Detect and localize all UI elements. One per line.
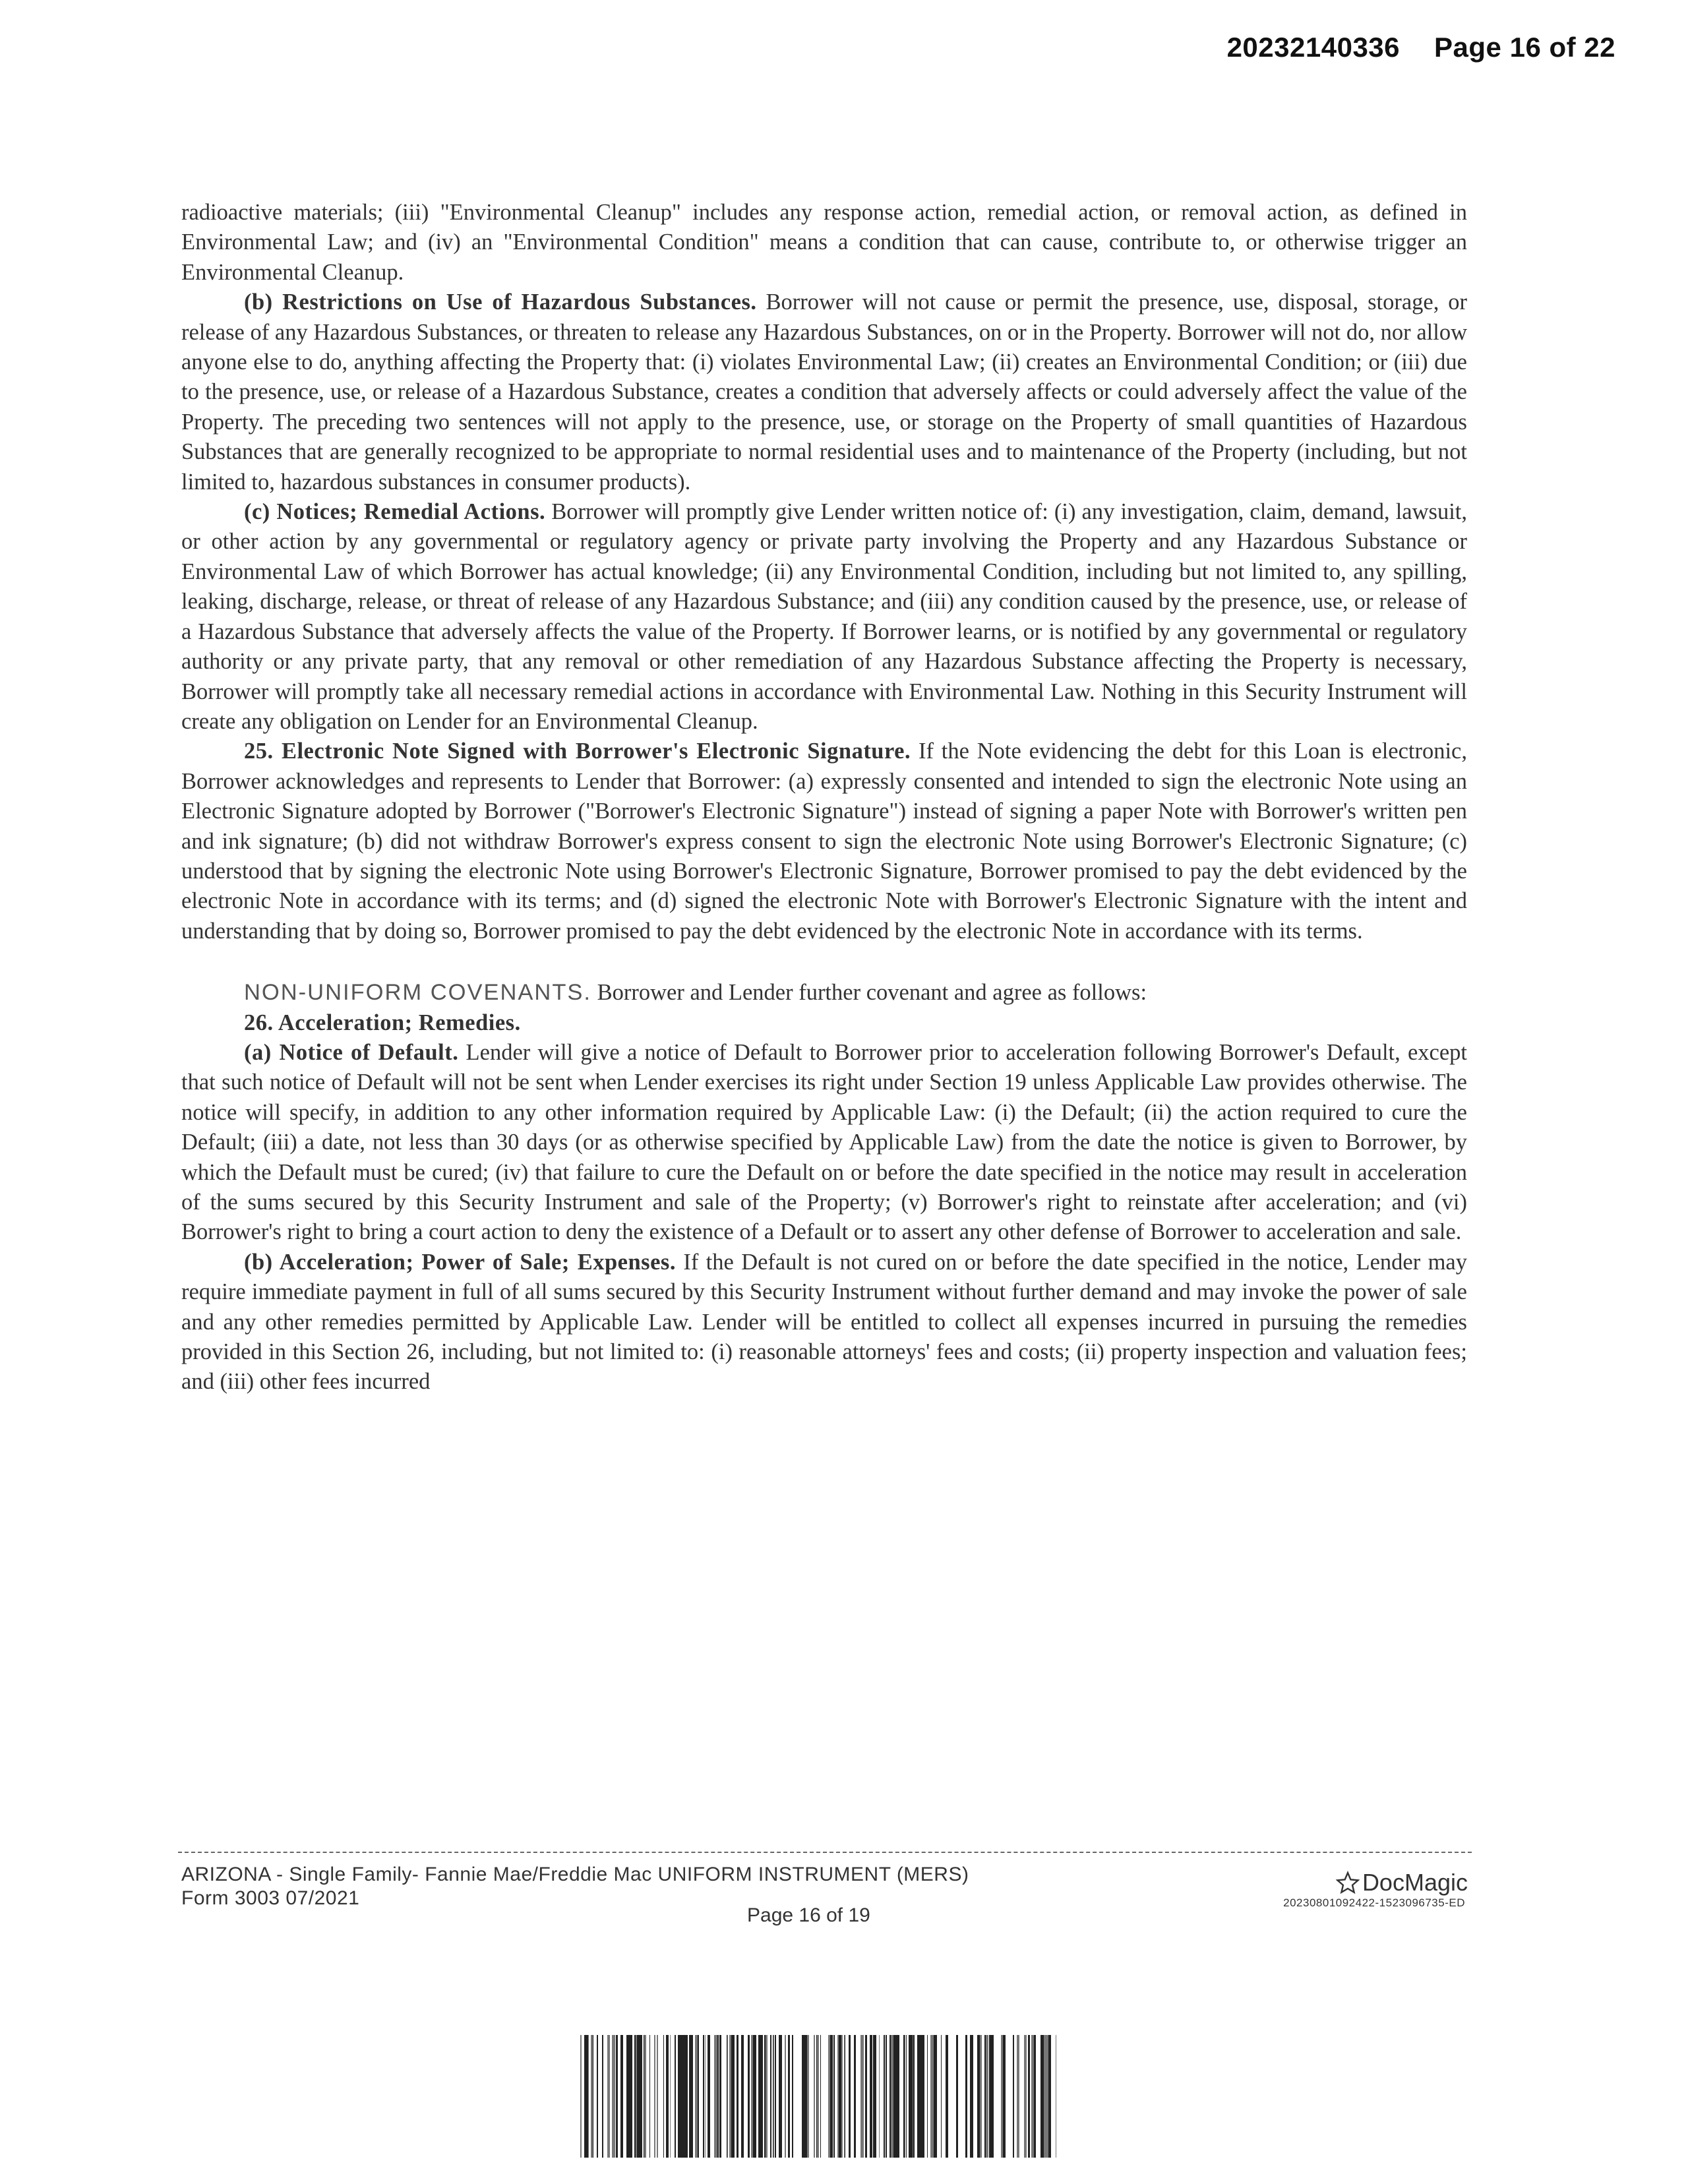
paragraph-electronic-note [181,737,1467,946]
paragraph-notices-remedial [181,497,1467,737]
section-heading: 26. Acceleration; Remedies. [244,1010,521,1035]
section-heading: (a) Notice of Default. [244,1039,459,1065]
section-heading: (b) Acceleration; Power of Sale; Expenses. [244,1249,676,1275]
paragraph-environmental-definitions: radioactive materials; (iii) "Environmental Cleanup" includes any response action, remedial action, or removal action, as defined in Environmental Law; and (iv) an "Environmental Condition" means a condition that can cause, contribute to, or otherwise trigger an Environmental Cleanup. [181,200,1467,285]
document-body [181,198,1467,1397]
form-footer [181,1864,1470,1936]
docmagic-logo [1336,1869,1468,1896]
paragraph-hazardous-restrictions [181,288,1467,497]
recording-page-label: Page 16 of 22 [1434,32,1615,63]
form-title: ARIZONA - Single Family- Fannie Mae/Freddie Mac UNIFORM INSTRUMENT (MERS) [181,1864,969,1885]
section-heading: (c) Notices; Remedial Actions. [244,499,546,525]
paragraph-power-of-sale [181,1248,1467,1397]
paragraph-notice-of-default [181,1038,1467,1248]
section-text: If the Default is not cured on or before the date specified in the notice, Lender may require immediate payment in full of all sums secured by this Security Instrument without further demand and may invoke the power of sale and any other remedies permitted by Applicable Law. Lender will be entitled to collect all expenses incurred in pursuing the remedies provided in this Section 26, including, but not limited to: (i) reasonable attorneys' fees and costs; (ii) property inspection and valuation fees; and (iii) other fees incurred [181,1249,1467,1395]
paragraph-gap [181,946,1467,978]
section-text: Borrower will promptly give Lender written notice of: (i) any investigation, claim, demand, lawsuit, or other action by any governmental or regulatory agency or private party involving the Property and any Hazardous Substance or Environmental Law of which Borrower has actual knowledge; (ii) any Environmental Condition, including but not limited to, any spilling, leaking, discharge, release, or threat of release of any Hazardous Substance; and (iii) any condition caused by the presence, use, or release of a Hazardous Substance that adversely affects the value of the Property. If Borrower learns, or is notified by any governmental or regulatory authority or any private party, that any removal or other remediation of any Hazardous Substance affecting the Property is necessary, Borrower will promptly take all necessary remedial actions in accordance with Environmental Law. Nothing in this Security Instrument will create any obligation on Lender for an Environmental Cleanup. [181,499,1467,734]
record-number: 20232140336 [1226,32,1401,63]
form-number: Form 3003 07/2021 [181,1887,360,1909]
section-text: Borrower will not cause or permit the presence, use, disposal, storage, or release of any Hazardous Substances, or threaten to release any Hazardous Substances, on or in the Property. Borrower will not do, nor allow anyone else to do, anything affecting the Property that: (i) violates Environmental Law; (ii) creates an Environmental Condition; or (iii) due to the presence, use, or release of a Hazardous Substance, creates a condition that adversely affects or could adversely affect the value of the Property. The preceding two sentences will not apply to the presence, use, or storage on the Property of small quantities of Hazardous Substances that are generally recognized to be appropriate to normal residential uses and to maintenance of the Property (including, but not limited to, hazardous substances in consumer products). [181,289,1468,495]
paragraph-acceleration-remedies [181,1008,1467,1038]
section-text: Borrower and Lender further covenant and agree as follows: [591,980,1147,1006]
paragraph-non-uniform-covenants [181,978,1467,1008]
recording-header [1227,32,1615,63]
section-text: If the Note evidencing the debt for this Loan is electronic, Borrower acknowledges and represents to Lender that Borrower: (a) expressly consented and intended to sign the electronic Note using an Electronic Signature adopted by Borrower ("Borrower's Electronic Signature") instead of signing a paper Note with Borrower's written pen and ink signature; (b) did not withdraw Borrower's express consent to sign the electronic Note using Borrower's Electronic Signature; (c) understood that by signing the electronic Note using Borrower's Electronic Signature, Borrower promised to pay the debt evidenced by the electronic Note in accordance with its terms; and (d) signed the electronic Note with Borrower's Electronic Signature with the intent and understanding that by doing so, Borrower promised to pay the debt evidenced by the electronic Note in accordance with its terms. [181,739,1467,944]
section-heading: NON-UNIFORM COVENANTS. [244,980,591,1006]
brand-name: DocMagic [1362,1869,1468,1896]
form-page-number: Page 16 of 19 [747,1904,870,1926]
section-heading: (b) Restrictions on Use of Hazardous Substances. [244,289,757,315]
section-text: Lender will give a notice of Default to Borrower prior to acceleration following Borrower's Default, except that such notice of Default will not be sent when Lender exercises its right under Section 19 unless Applicable Law provides otherwise. The notice will specify, in addition to any other information required by Applicable Law: (i) the Default; (ii) the action required to cure the Default; (iii) a date, not less than 30 days (or as otherwise specified by Applicable Law) from the date the notice is given to Borrower, by which the Default must be cured; (iv) that failure to cure the Default on or before the date specified in the notice may result in acceleration of the sums secured by this Security Instrument and sale of the Property; (v) Borrower's right to reinstate after acceleration; and (vi) Borrower's right to bring a court action to deny the existence of a Default or to assert any other defense of Borrower to acceleration and sale. [181,1039,1468,1245]
star-icon [1336,1871,1360,1895]
footer-divider [178,1852,1472,1853]
barcode-image [580,2035,1058,2158]
document-id: 20230801092422-1523096735-ED [1283,1896,1465,1909]
section-heading: 25. Electronic Note Signed with Borrower's Electronic Signature. [244,739,911,764]
